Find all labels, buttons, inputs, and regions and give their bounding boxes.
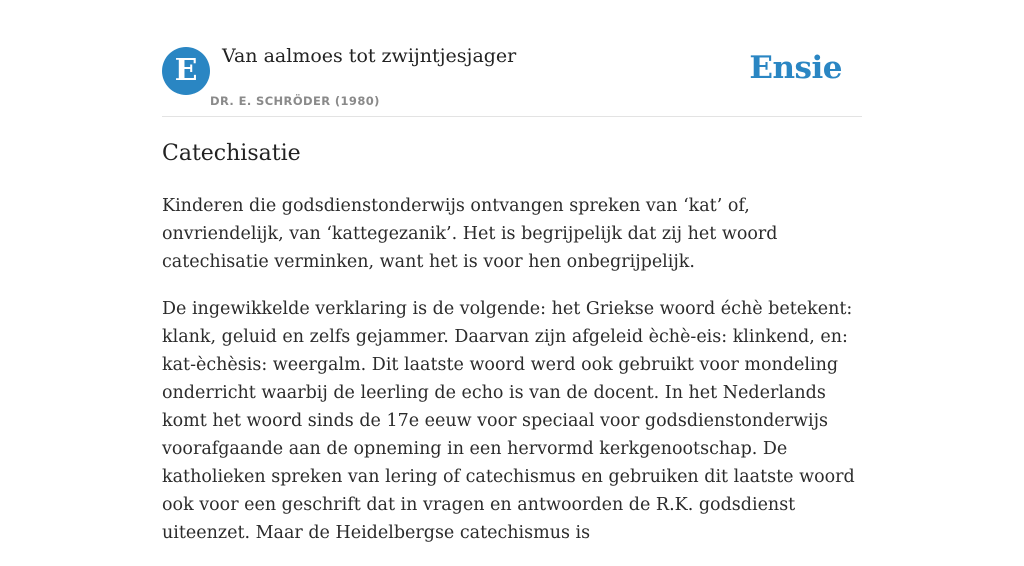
entry-content bbox=[162, 192, 862, 566]
book-title[interactable]: Van aalmoes tot zwijntjesjager bbox=[222, 45, 517, 67]
paragraph: De ingewikkelde verklaring is de volgende: het Griekse woord échè betekent: klank, geluid en zelfs gejammer. Daarvan zijn afgeleid èchè-eis: klinkend, en: kat-èchèsis: weergalm. Dit laatste woord werd ook gebruikt voor mondeling onderricht waarbij de leerling de echo is van de docent. In het Nederlands komt het woord sinds de 17e eeuw voor speciaal voor godsdienstonderwijs voorafgaande aan de opneming in een hervormd kerkgenootschap. De katholieken spreken van lering of catechismus en gebruiken dit laatste woord ook voor een geschrift dat in vragen en antwoorden de R.K. godsdienst uiteenzet. Maar de Heidelbergse catechismus is bbox=[162, 299, 855, 543]
page bbox=[162, 0, 862, 543]
book-logo-icon[interactable]: E bbox=[162, 47, 210, 95]
paragraph: Kinderen die godsdienstonderwijs ontvangen spreken van ‘kat’ of, onvriendelijk, van ‘kattegezanik’. Het is begrijpelijk dat zij het woord catechisatie verminken, want het is voor hen onbegrijpelijk. bbox=[162, 196, 778, 272]
author-label: DR. E. SCHRÖDER (1980) bbox=[210, 94, 380, 108]
header bbox=[162, 0, 862, 117]
entry-title: Catechisatie bbox=[162, 141, 301, 166]
ensie-logo[interactable]: Ensie bbox=[749, 50, 842, 86]
